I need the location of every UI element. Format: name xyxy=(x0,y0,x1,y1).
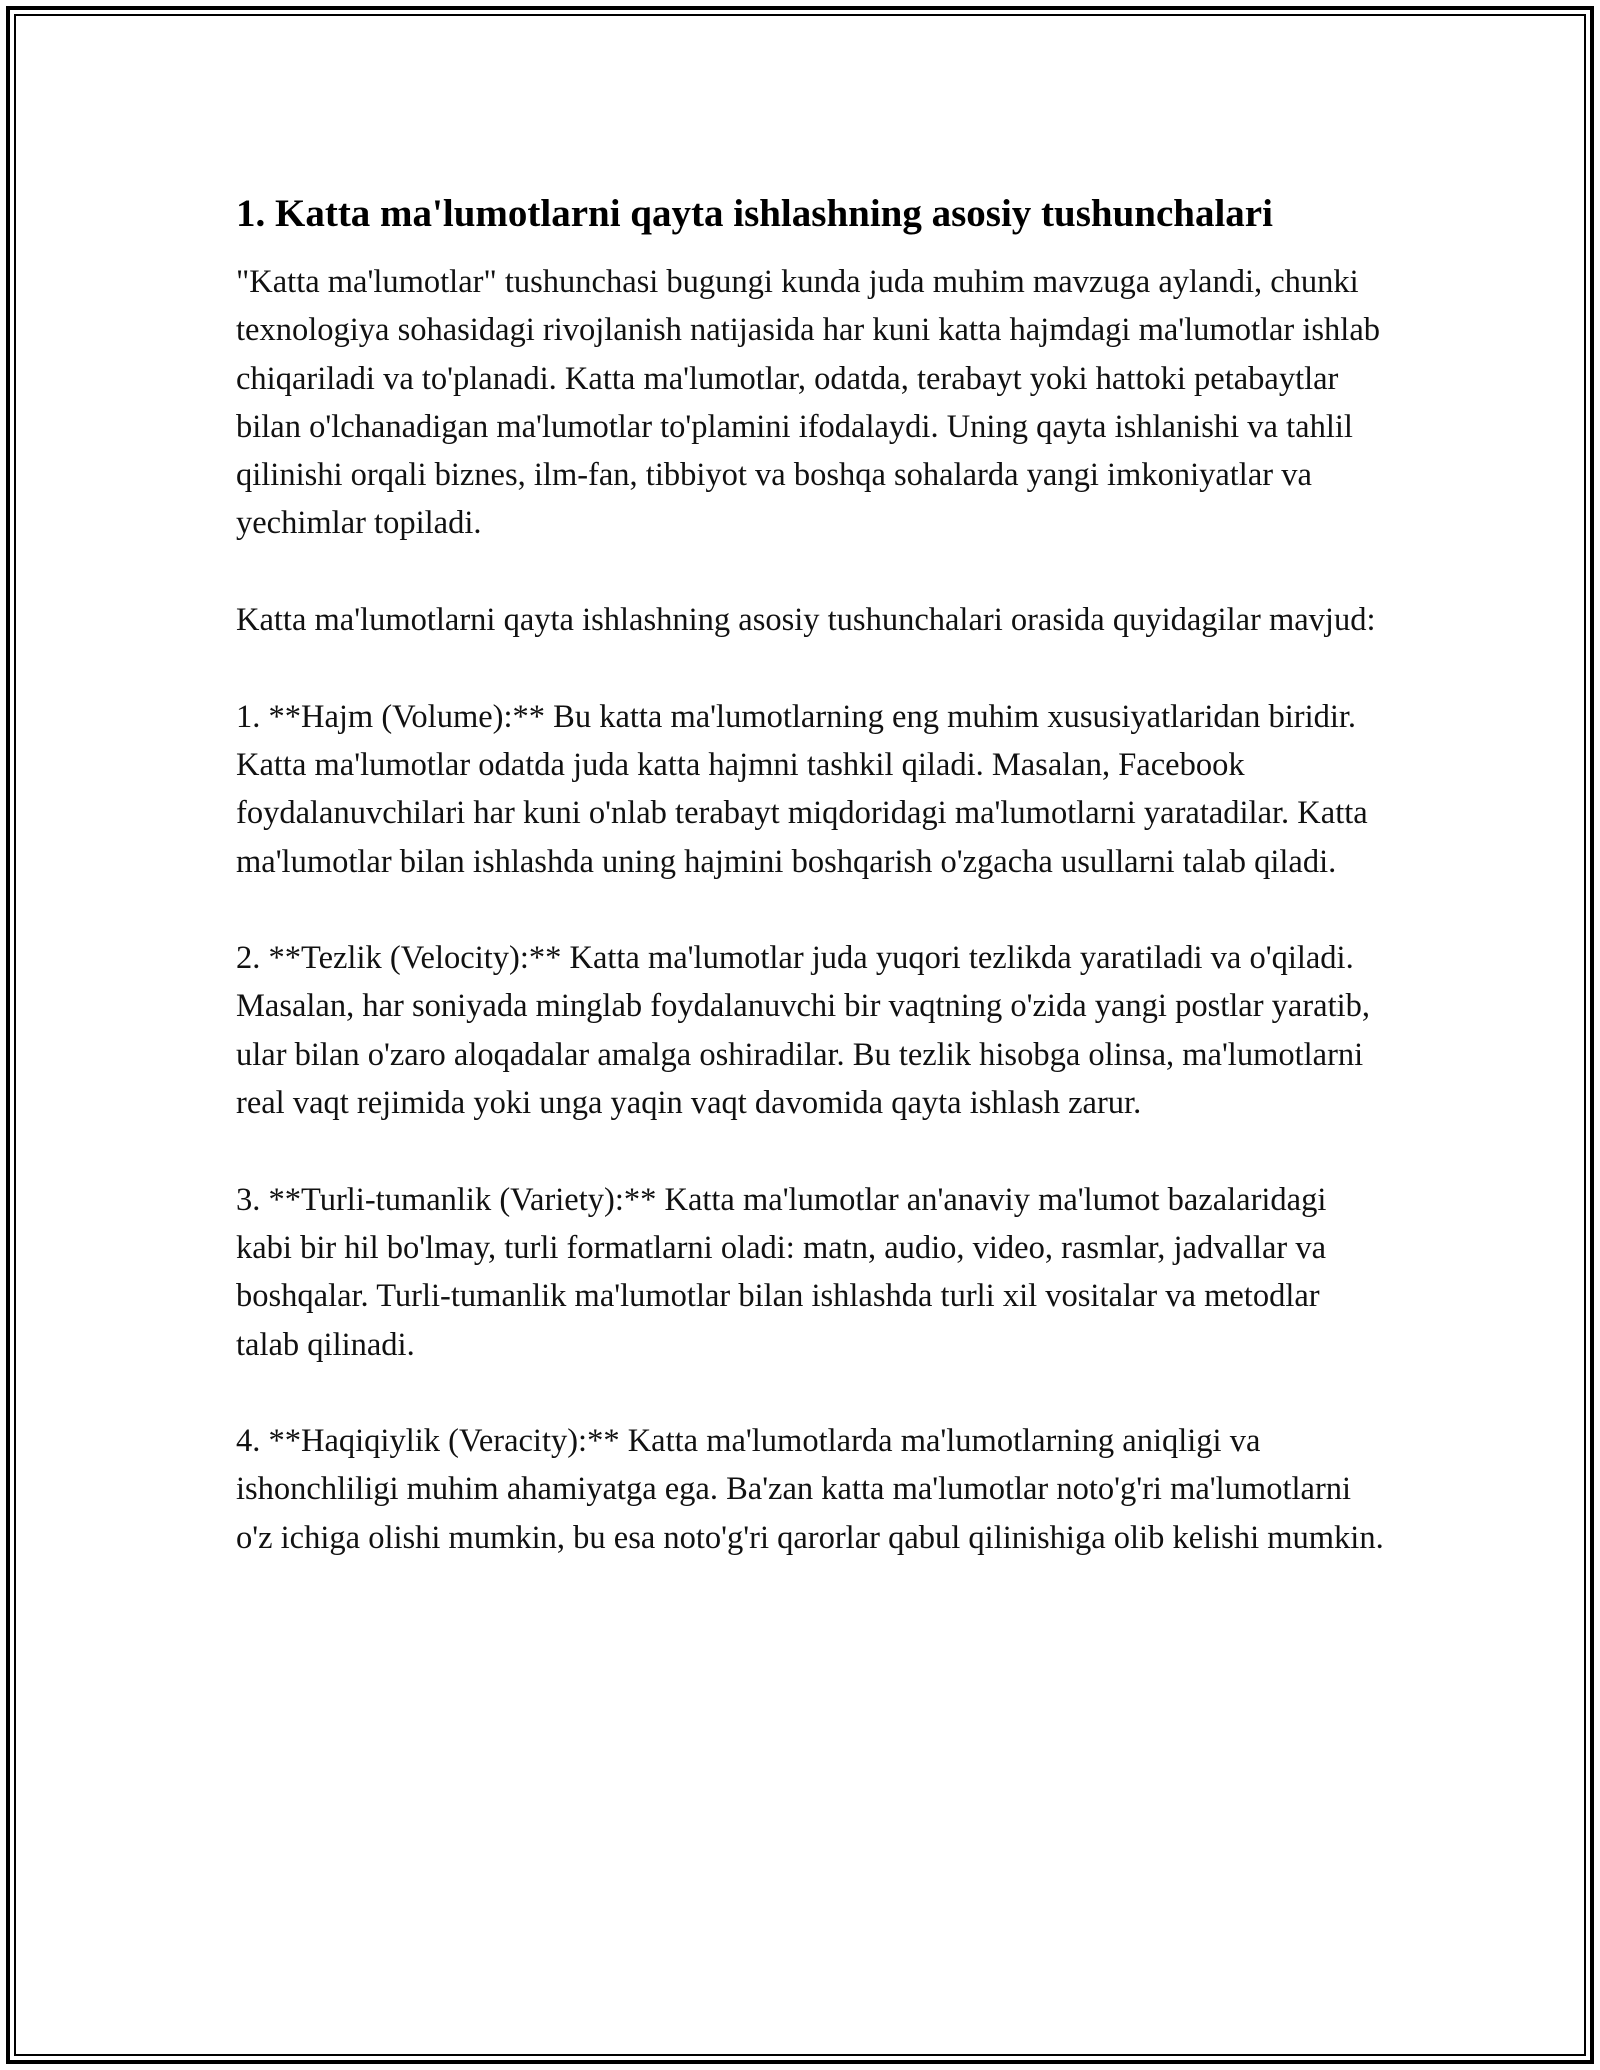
concepts-intro-paragraph: Katta ma'lumotlarni qayta ishlashning asosiy tushunchalari orasida quyidagilar mavjud: xyxy=(236,602,1376,639)
intro-paragraph: "Katta ma'lumotlar" tushunchasi bugungi kunda juda muhim mavzuga aylandi, chunki texnologiya sohasidagi rivojlanish natijasida har kuni katta hajmdagi ma'lumotlar ishlab chiqariladi va to'planadi. Katta ma'lumotlar, odatda, terabayt yoki hattoki petabaytlar bilan o'lchanadigan ma'lumotlar to'plamini ifodalaydi. Uning qayta ishlanishi va tahlil qilinishi orqali biznes, ilm-fan, tibbiyot va boshqa sohalarda yangi imkoniyatlar va yechimlar topiladi. xyxy=(236,264,1381,542)
volume-paragraph: 1. **Hajm (Volume):** Bu katta ma'lumotlarning eng muhim xususiyatlaridan biridir. Katta ma'lumotlar odatda juda katta hajmni tashkil qiladi. Masalan, Facebook foydalanuvchilari har kuni o'nlab terabayt miqdoridagi ma'lumotlarni yaratadilar. Katta ma'lumotlar bilan ishlashda uning hajmini boshqarish o'zgacha usullarni talab qiladi. xyxy=(236,698,1368,880)
velocity-paragraph: 2. **Tezlik (Velocity):** Katta ma'lumotlar juda yuqori tezlikda yaratiladi va o'qiladi. Masalan, har soniyada minglab foydalanuvchi bir vaqtning o'zida yangi postlar yaratib, ular bilan o'zaro aloqadalar amalga oshiradilar. Bu tezlik hisobga olinsa, ma'lumotlarni real vaqt rejimida yoki unga yaqin vaqt davomida qayta ishlash zarur. xyxy=(236,940,1371,1122)
section-heading: 1. Katta ma'lumotlarni qayta ishlashning asosiy tushunchalari xyxy=(236,192,1273,235)
variety-paragraph: 3. **Turli-tumanlik (Variety):** Katta ma'lumotlar an'anaviy ma'lumot bazalaridagi kabi bir hil bo'lmay, turli formatlarni oladi: matn, audio, video, rasmlar, jadvallar va boshqalar. Turli-tumanlik ma'lumotlar bilan ishlashda turli xil vositalar va metodlar talab qilinadi. xyxy=(236,1181,1327,1363)
document-page xyxy=(236,190,1386,1610)
veracity-paragraph: 4. **Haqiqiylik (Veracity):** Katta ma'lumotlarda ma'lumotlarning aniqligi va ishonchliligi muhim ahamiyatga ega. Ba'zan katta ma'lumotlar noto'g'ri ma'lumotlarni o'z ichiga olishi mumkin, bu esa noto'g'ri qarorlar qabul qilinishiga olib kelishi mumkin. xyxy=(236,1423,1384,1556)
